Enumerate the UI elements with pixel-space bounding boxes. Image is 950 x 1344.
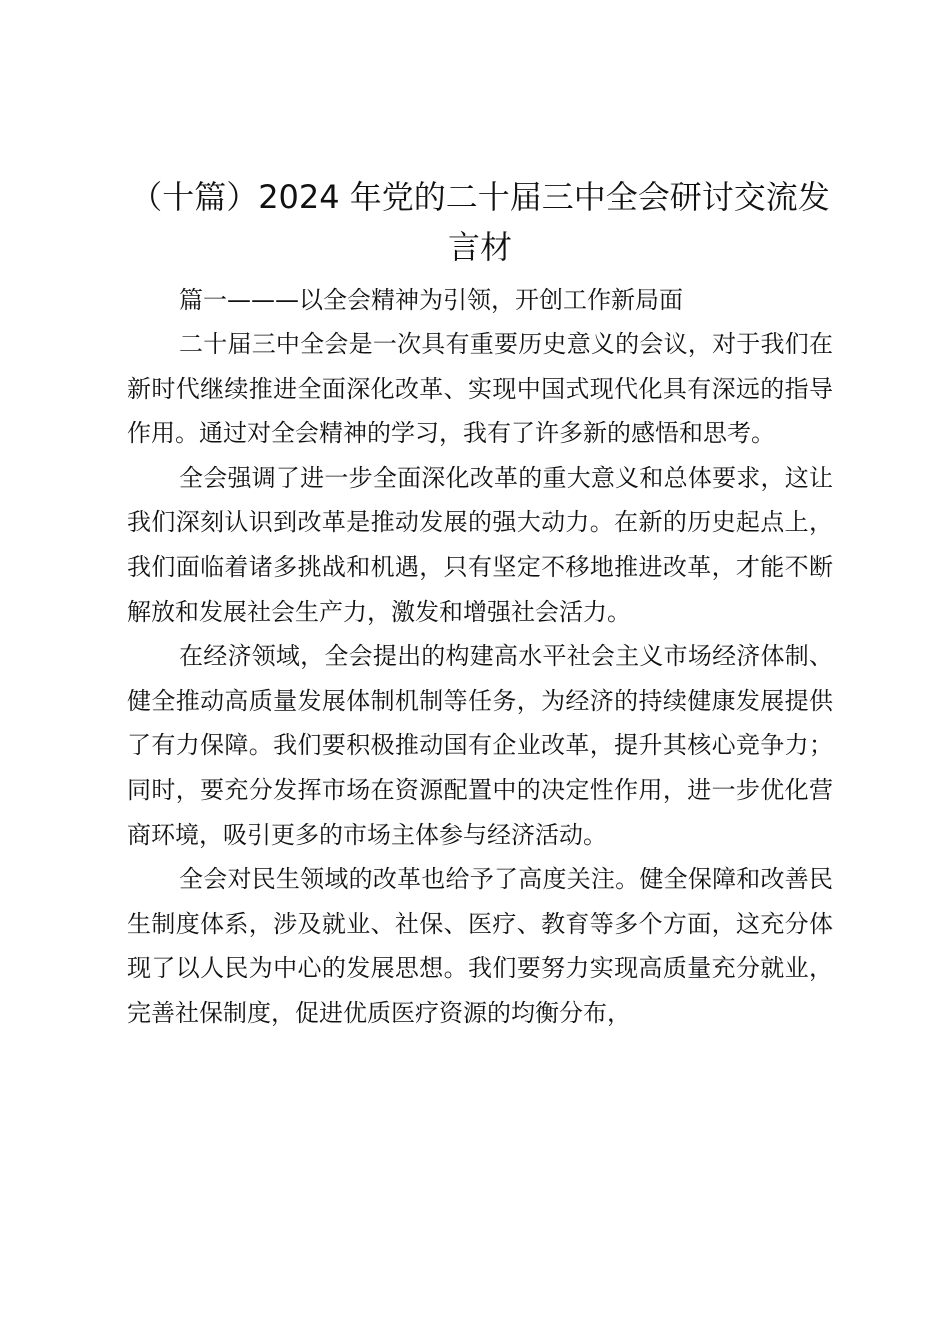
paragraph-1: 二十届三中全会是一次具有重要历史意义的会议，对于我们在新时代继续推进全面深化改革、实现中国式现代化具有深远的指导作用。通过对全会精神的学习，我有了许多新的感悟和思考。 bbox=[127, 330, 833, 448]
paragraph-3: 在经济领域，全会提出的构建高水平社会主义市场经济体制、健全推动高质量发展体制机制等任务，为经济的持续健康发展提供了有力保障。我们要积极推动国有企业改革，提升其核心竞争力；同时，要充分发挥市场在资源配置中的决定性作用，进一步优化营商环境，吸引更多的市场主体参与经济活动。 bbox=[127, 642, 833, 849]
document-body bbox=[127, 172, 833, 1036]
section-heading: 篇一———以全会精神为引领，开创工作新局面 bbox=[179, 286, 683, 314]
document-title: （十篇）2024 年党的二十届三中全会研讨交流发言材 bbox=[130, 178, 830, 266]
paragraph-4: 全会对民生领域的改革也给予了高度关注。健全保障和改善民生制度体系，涉及就业、社保、医疗、教育等多个方面，这充分体现了以人民为中心的发展思想。我们要努力实现高质量充分就业，完善社保制度，促进优质医疗资源的均衡分布， bbox=[127, 865, 833, 1027]
paragraph-2: 全会强调了进一步全面深化改革的重大意义和总体要求，这让我们深刻认识到改革是推动发展的强大动力。在新的历史起点上，我们面临着诸多挑战和机遇，只有坚定不移地推进改革，才能不断解放和发展社会生产力，激发和增强社会活力。 bbox=[127, 463, 833, 626]
